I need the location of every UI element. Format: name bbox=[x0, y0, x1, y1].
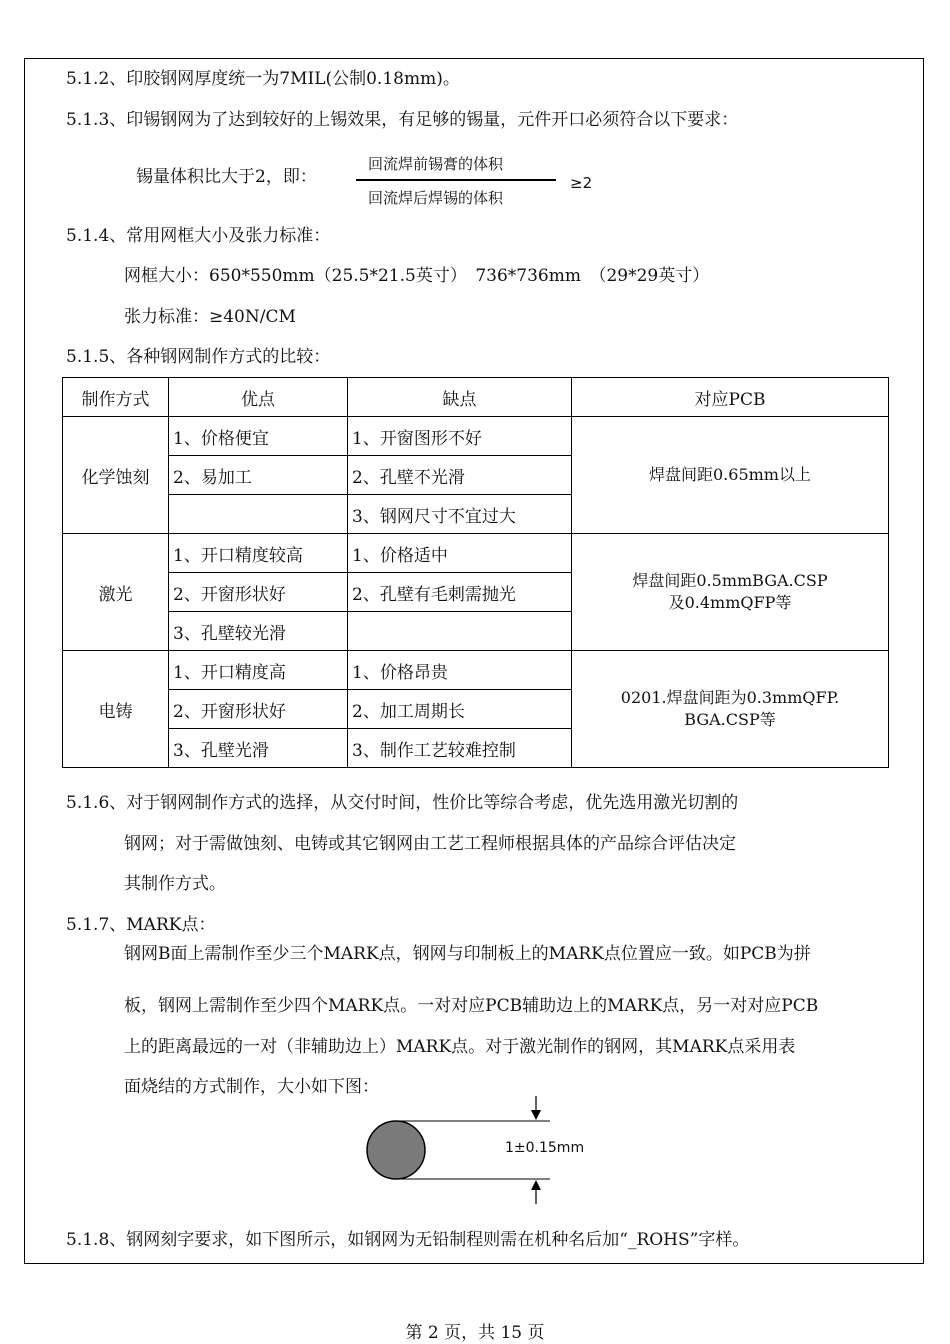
cons-cell: 3、钢网尺寸不宜过大 bbox=[348, 495, 572, 534]
section-5-1-6-line3: 其制作方式。 bbox=[124, 874, 226, 894]
section-5-1-6-line1: 5.1.6、对于钢网制作方式的选择，从交付时间，性价比等综合考虑，优先选用激光切割的 bbox=[66, 793, 739, 813]
formula-numerator: 回流焊前锡膏的体积 bbox=[368, 155, 504, 173]
table-header-row bbox=[63, 378, 889, 417]
table-row bbox=[63, 651, 889, 690]
section-5-1-5: 5.1.5、各种钢网制作方式的比较： bbox=[66, 347, 331, 367]
pros-cell: 1、开口精度较高 bbox=[169, 534, 348, 573]
cons-cell: 2、加工周期长 bbox=[348, 690, 572, 729]
pros-cell: 2、易加工 bbox=[169, 456, 348, 495]
cons-cell: 2、孔壁不光滑 bbox=[348, 456, 572, 495]
pcb-line: 焊盘间距0.5mmBGA.CSP bbox=[632, 571, 828, 590]
pcb-line: BGA.CSP等 bbox=[684, 710, 776, 729]
section-5-1-6-line2: 钢网；对于需做蚀刻、电铸或其它钢网由工艺工程师根据具体的产品综合评估决定 bbox=[124, 834, 736, 854]
cons-cell: 3、制作工艺较难控制 bbox=[348, 729, 572, 768]
page-number: 第 2 页，共 15 页 bbox=[405, 1323, 545, 1343]
cons-cell bbox=[348, 612, 572, 651]
section-5-1-7: 5.1.7、MARK点： bbox=[66, 915, 216, 935]
mark-paragraph-line4: 面烧结的方式制作，大小如下图： bbox=[124, 1077, 379, 1097]
cons-cell: 1、开窗图形不好 bbox=[348, 417, 572, 456]
pros-cell: 1、价格便宜 bbox=[169, 417, 348, 456]
pros-cell: 3、孔壁光滑 bbox=[169, 729, 348, 768]
mark-paragraph-line2: 板，钢网上需制作至少四个MARK点。一对对应PCB辅助边上的MARK点，另一对对应PCB bbox=[124, 996, 819, 1016]
pcb-cell bbox=[572, 534, 889, 651]
method-cell: 电铸 bbox=[63, 651, 169, 768]
cons-cell: 1、价格昂贵 bbox=[348, 651, 572, 690]
tension-standard: 张力标准：≥40N/CM bbox=[124, 307, 296, 327]
pros-cell bbox=[169, 495, 348, 534]
pcb-line: 及0.4mmQFP等 bbox=[668, 593, 792, 612]
pcb-cell bbox=[572, 651, 889, 768]
pros-cell: 2、开窗形状好 bbox=[169, 690, 348, 729]
cons-cell: 2、孔壁有毛刺需抛光 bbox=[348, 573, 572, 612]
table-row bbox=[63, 534, 889, 573]
section-5-1-3: 5.1.3、印锡钢网为了达到较好的上锡效果，有足够的锡量，元件开口必须符合以下要求： bbox=[66, 110, 739, 130]
cons-cell: 1、价格适中 bbox=[348, 534, 572, 573]
header-pcb: 对应PCB bbox=[572, 378, 889, 417]
formula-label: 锡量体积比大于2，即： bbox=[136, 167, 317, 187]
method-cell: 激光 bbox=[63, 534, 169, 651]
table-row bbox=[63, 417, 889, 456]
pros-cell: 1、开口精度高 bbox=[169, 651, 348, 690]
mark-paragraph-line3: 上的距离最远的一对（非辅助边上）MARK点。对于激光制作的钢网，其MARK点采用表 bbox=[124, 1037, 796, 1057]
formula-denominator: 回流焊后焊锡的体积 bbox=[368, 189, 504, 207]
method-cell: 化学蚀刻 bbox=[63, 417, 169, 534]
pcb-cell bbox=[572, 417, 889, 534]
stencil-comparison-table bbox=[62, 377, 889, 768]
frame-size: 网框大小：650*550mm（25.5*21.5英寸） 736*736mm （29*29英寸） bbox=[124, 266, 710, 286]
pcb-line: 焊盘间距0.65mm以上 bbox=[649, 465, 811, 484]
mark-size-label: 1±0.15mm bbox=[505, 1140, 585, 1156]
arrow-up-icon bbox=[531, 1180, 541, 1190]
header-method: 制作方式 bbox=[63, 378, 169, 417]
pros-cell: 2、开窗形状好 bbox=[169, 573, 348, 612]
fraction-bar bbox=[356, 179, 556, 181]
formula-relation: ≥2 bbox=[570, 174, 593, 192]
section-5-1-2: 5.1.2、印胶钢网厚度统一为7MIL(公制0.18mm)。 bbox=[66, 69, 460, 89]
section-5-1-8: 5.1.8、钢网刻字要求，如下图所示，如钢网为无铅制程则需在机种名后加“_ROHS”字样。 bbox=[66, 1230, 750, 1250]
header-pros: 优点 bbox=[169, 378, 348, 417]
arrow-down-icon bbox=[531, 1110, 541, 1120]
section-5-1-4: 5.1.4、常用网框大小及张力标准： bbox=[66, 226, 331, 246]
mark-paragraph-line1: 钢网B面上需制作至少三个MARK点，钢网与印制板上的MARK点位置应一致。如PCB为拼 bbox=[124, 944, 811, 964]
header-cons: 缺点 bbox=[348, 378, 572, 417]
pcb-line: 0201.焊盘间距为0.3mmQFP. bbox=[620, 688, 840, 707]
pros-cell: 3、孔壁较光滑 bbox=[169, 612, 348, 651]
mark-circle bbox=[367, 1121, 425, 1179]
